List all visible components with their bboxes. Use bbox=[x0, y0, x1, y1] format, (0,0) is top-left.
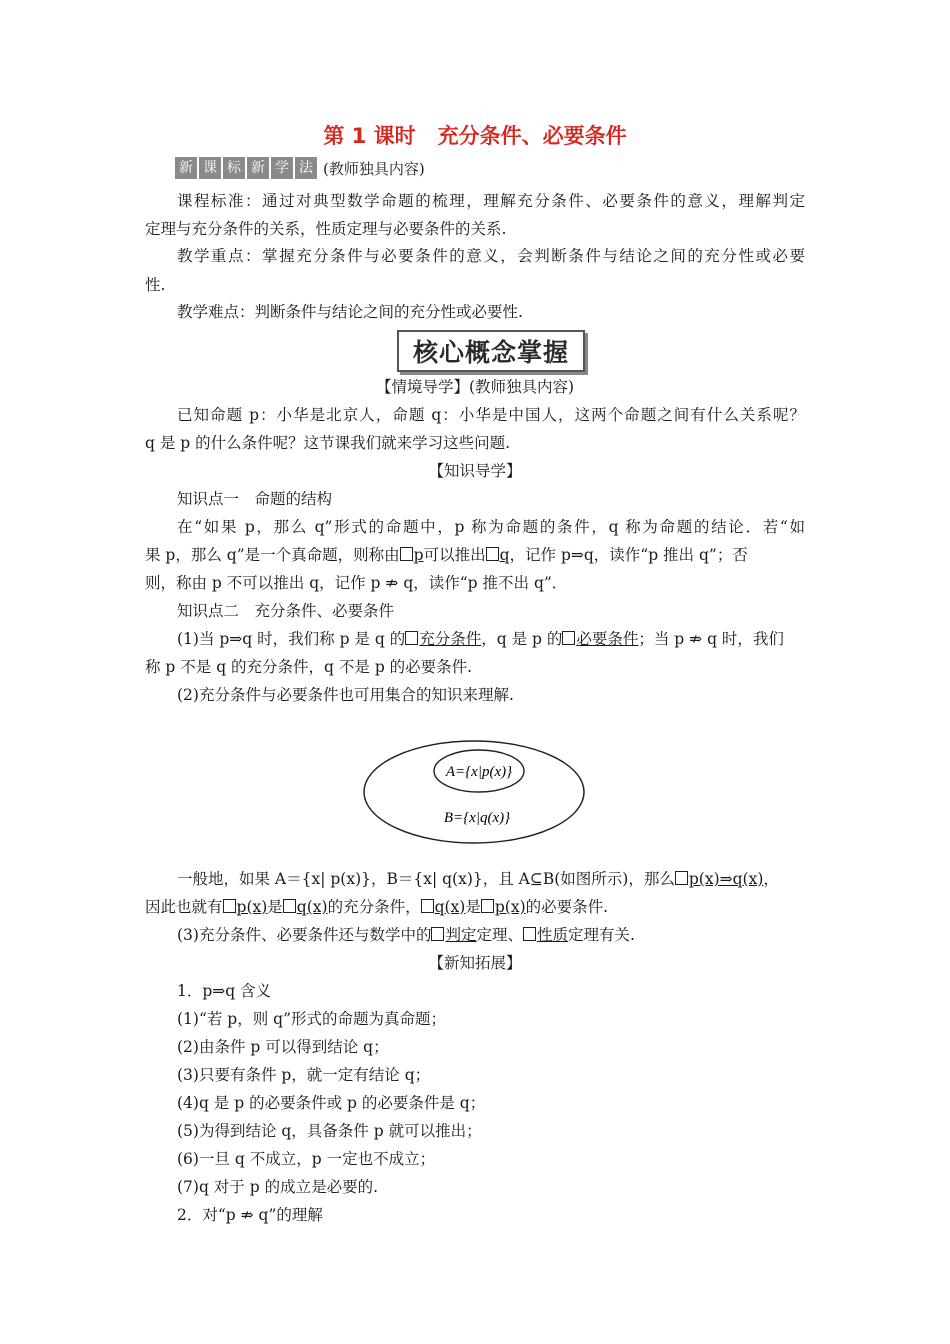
set-a-label: A={x|p(x)} bbox=[445, 764, 513, 780]
situation-line1: 已知命题 p：小华是北京人，命题 q：小华是中国人，这两个命题之间有什么关系呢？ bbox=[177, 406, 805, 424]
fill-answer: p(x) bbox=[236, 898, 268, 916]
fill-answer: q(x) bbox=[434, 898, 466, 916]
point1-title: 知识点一 命题的结构 bbox=[177, 490, 333, 508]
curriculum-standard-line2: 定理与充分条件的关系，性质定理与必要条件的关系. bbox=[145, 220, 507, 238]
text-run: 一般地，如果 A＝{x| p(x)}，B＝{x| q(x)}，且 A⊆B(如图所示)，那么 bbox=[177, 870, 675, 888]
situation-heading: 【情境导学】(教师独具内容) bbox=[375, 378, 575, 396]
situation-line2: q 是 p 的什么条件呢？这节课我们就来学习这些问题. bbox=[145, 434, 511, 452]
text-run: 果 p，那么 q”是一个真命题，则称由 bbox=[145, 546, 400, 564]
extension-sub-item: (7)q 对于 p 的成立是必要的. bbox=[177, 1178, 379, 1196]
text-run: (1)当 p⇒q 时，我们称 p 是 q 的 bbox=[177, 630, 406, 648]
text-run: 是 bbox=[465, 898, 481, 916]
teaching-focus-line2: 性. bbox=[145, 276, 166, 294]
text-run: ；当 p ⇏ q 时，我们 bbox=[638, 630, 784, 648]
curriculum-standard-line1: 课程标准：通过对典型数学命题的梳理，理解充分条件、必要条件的意义，理解判定 bbox=[177, 192, 805, 210]
fill-answer: p(x)⇒q(x) bbox=[688, 870, 764, 888]
extension-sub-item: (6)一旦 q 不成立，p 一定也不成立； bbox=[177, 1150, 436, 1168]
new-curriculum-badge bbox=[175, 156, 425, 180]
badge-note: (教师独具内容) bbox=[323, 159, 425, 178]
fill-blank-box bbox=[562, 631, 575, 645]
badge-char: 新 bbox=[175, 157, 197, 179]
set-b-label: B={x|q(x)} bbox=[443, 810, 511, 826]
extension-sub-item: (5)为得到结论 q，具备条件 p 就可以推出； bbox=[177, 1122, 482, 1140]
point1-line2 bbox=[145, 545, 748, 565]
fill-answer: p(x) bbox=[494, 898, 526, 916]
teaching-difficulty: 教学难点：判断条件与结论之间的充分性或必要性. bbox=[177, 303, 523, 321]
fill-answer: 充分条件 bbox=[419, 630, 482, 648]
text-run: 是 bbox=[267, 898, 283, 916]
knowledge-heading: 【知识导学】 bbox=[428, 462, 522, 480]
fill-answer: q(x) bbox=[296, 898, 328, 916]
extension-heading: 【新知拓展】 bbox=[428, 954, 522, 972]
text-run: 的充分条件， bbox=[327, 898, 421, 916]
text-run: ，记作 p⇒q，读作“p 推出 q”；否 bbox=[509, 546, 748, 564]
text-run: (3)充分条件、必要条件还与数学中的 bbox=[177, 926, 432, 944]
badge-char: 课 bbox=[199, 157, 221, 179]
fill-blank-box bbox=[523, 927, 536, 941]
fill-blank-box bbox=[405, 631, 418, 645]
badge-char: 新 bbox=[247, 157, 269, 179]
text-run: 定理有关. bbox=[568, 926, 635, 944]
extension-item2: 2．对“p ⇏ q”的理解 bbox=[177, 1206, 323, 1224]
point2-line3: (2)充分条件与必要条件也可用集合的知识来理解. bbox=[177, 686, 514, 704]
point2-line2: 称 p 不是 q 的充分条件，q 不是 p 的必要条件. bbox=[145, 658, 473, 676]
extension-sub-item: (1)“若 p，则 q”形式的命题为真命题； bbox=[177, 1010, 447, 1028]
text-run: 可以推出 bbox=[423, 546, 486, 564]
section-banner: 核心概念掌握 bbox=[397, 330, 585, 372]
point1-line1: 在“如果 p，那么 q”形式的命题中，p 称为命题的条件，q 称为命题的结论．若“如 bbox=[177, 518, 805, 536]
extension-sub-item: (3)只要有条件 p，就一定有结论 q； bbox=[177, 1066, 431, 1084]
theorem-line bbox=[177, 925, 635, 945]
fill-blank-box bbox=[283, 899, 296, 913]
fill-answer: 判定 bbox=[445, 926, 477, 944]
text-run: 定理、 bbox=[476, 926, 523, 944]
text-run: ，q 是 p 的 bbox=[481, 630, 563, 648]
teaching-focus-line1: 教学重点：掌握充分条件与必要条件的意义，会判断条件与结论之间的充分性或必要 bbox=[177, 247, 805, 265]
extension-sub-item: (4)q 是 p 的必要条件或 p 的必要条件是 q； bbox=[177, 1094, 486, 1112]
lesson-title-number: 第 1 课时 bbox=[323, 124, 416, 148]
fill-blank-box bbox=[421, 899, 434, 913]
fill-answer: 性质 bbox=[537, 926, 569, 944]
point1-line3: 则，称由 p 不可以推出 q，记作 p ⇏ q，读作“p 推不出 q”． bbox=[145, 574, 568, 592]
fill-blank-box bbox=[481, 899, 494, 913]
fill-answer: q bbox=[499, 546, 510, 564]
venn-diagram bbox=[360, 737, 590, 847]
text-run: 因此也就有 bbox=[145, 898, 223, 916]
fill-answer: 必要条件 bbox=[576, 630, 639, 648]
text-run: 的必要条件. bbox=[525, 898, 609, 916]
badge-char: 学 bbox=[271, 157, 293, 179]
lesson-title-topic: 充分条件、必要条件 bbox=[437, 124, 627, 148]
point2-line1 bbox=[177, 629, 784, 649]
fill-blank-box bbox=[675, 871, 688, 885]
fill-answer: p bbox=[413, 546, 424, 564]
fill-blank-box bbox=[223, 899, 236, 913]
point2-title: 知识点二 充分条件、必要条件 bbox=[177, 602, 395, 620]
fill-blank-box bbox=[486, 547, 499, 561]
sets-line2 bbox=[145, 897, 608, 917]
fill-blank-box bbox=[400, 547, 413, 561]
badge-char: 标 bbox=[223, 157, 245, 179]
extension-item1: 1．p⇒q 含义 bbox=[177, 982, 272, 1000]
extension-sub-item: (2)由条件 p 可以得到结论 q； bbox=[177, 1038, 389, 1056]
text-run: ， bbox=[763, 870, 779, 888]
sets-line1 bbox=[177, 869, 779, 889]
lesson-title bbox=[0, 120, 950, 150]
badge-char: 法 bbox=[295, 157, 317, 179]
fill-blank-box bbox=[431, 927, 444, 941]
